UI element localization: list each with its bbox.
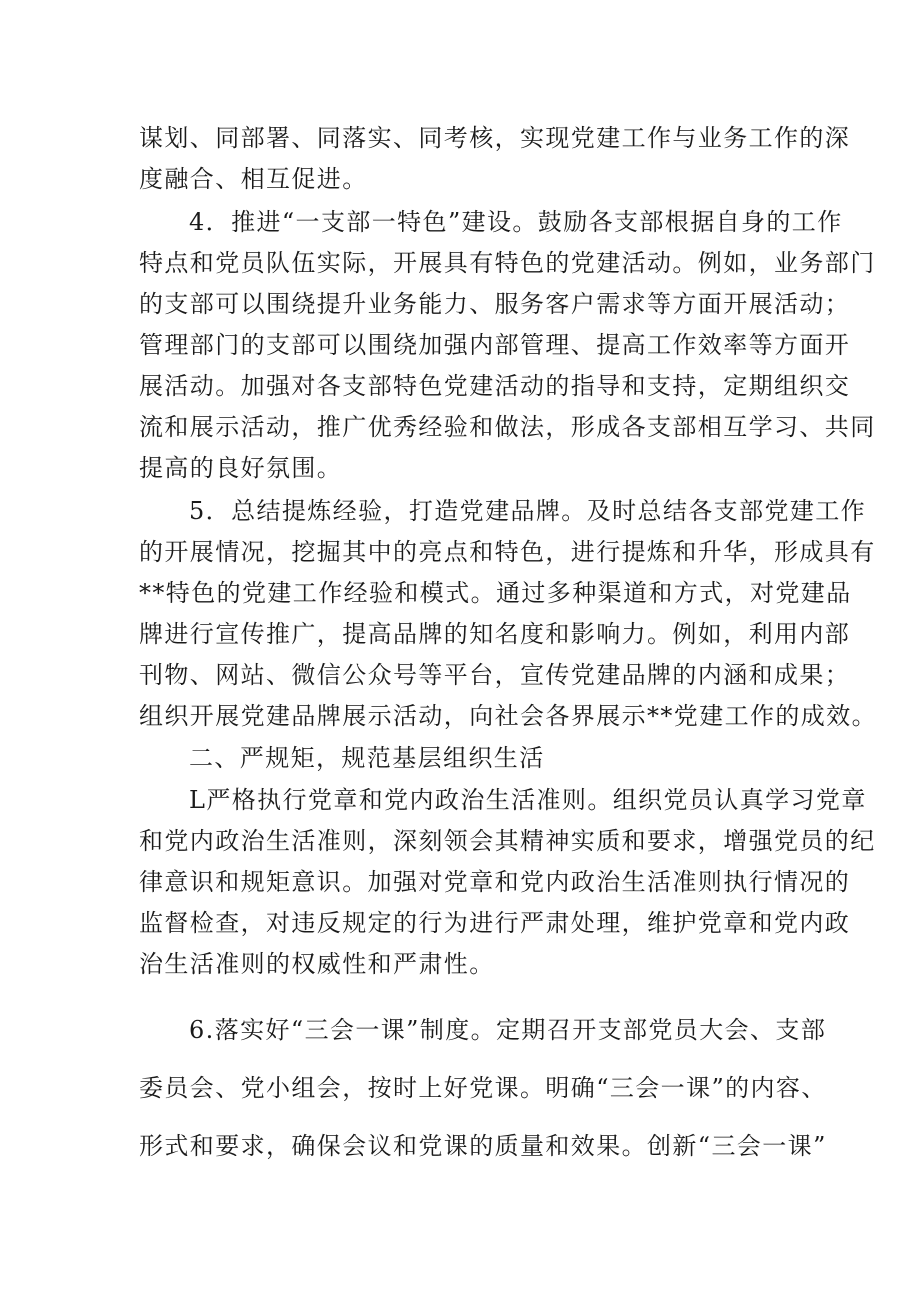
text-line: 特点和党员队伍实际，开展具有特色的党建活动。例如，业务部门: [139, 249, 876, 277]
text-line: 形式和要求，确保会议和党课的质量和效果。创新“三会一课”: [139, 1132, 827, 1160]
text-line: 度融合、相互促进。: [139, 165, 368, 193]
section-two-heading: 二、严规矩，规范基层组织生活: [189, 744, 545, 772]
text-line: 展活动。加强对各支部特色党建活动的指导和支持，定期组织交: [139, 372, 851, 400]
section-5-heading-line: 5．总结提炼经验，打造党建品牌。及时总结各支部党建工作: [189, 497, 867, 525]
text-line: 律意识和规矩意识。加强对党章和党内政治生活准则执行情况的: [139, 868, 851, 896]
text-line: 和党内政治生活准则，深刻领会其精神实质和要求，增强党员的纪: [139, 827, 876, 855]
section-4-heading-line: 4．推进“一支部一特色”建设。鼓励各支部根据自身的工作: [189, 208, 843, 236]
text-line: 刊物、网站、微信公众号等平台，宣传党建品牌的内涵和成果；: [139, 661, 851, 689]
text-line: 监督检查，对违反规定的行为进行严肃处理，维护党章和党内政: [139, 909, 851, 937]
text-line: 治生活准则的权威性和严肃性。: [139, 950, 495, 978]
text-line: 的开展情况，挖掘其中的亮点和特色，进行提炼和升华，形成具有: [139, 538, 876, 566]
text-line: 的支部可以围绕提升业务能力、服务客户需求等方面开展活动；: [139, 290, 851, 318]
text-line: 委员会、党小组会，按时上好党课。明确“三会一课”的内容、: [139, 1074, 827, 1102]
text-line: 谋划、同部署、同落实、同考核，实现党建工作与业务工作的深: [139, 124, 851, 152]
text-line: 组织开展党建品牌展示活动，向社会各界展示**党建工作的成效。: [139, 702, 877, 730]
text-line: L严格执行党章和党内政治生活准则。组织党员认真学习党章: [189, 786, 867, 814]
text-line: 流和展示活动，推广优秀经验和做法，形成各支部相互学习、共同: [139, 413, 876, 441]
text-line: **特色的党建工作经验和模式。通过多种渠道和方式，对党建品: [139, 579, 852, 607]
text-line: 管理部门的支部可以围绕加强内部管理、提高工作效率等方面开: [139, 331, 851, 359]
text-line: 提高的良好氛围。: [139, 454, 343, 482]
text-line: 牌进行宣传推广，提高品牌的知名度和影响力。例如，利用内部: [139, 620, 851, 648]
section-6-heading-line: 6.落实好“三会一课”制度。定期召开支部党员大会、支部: [189, 1016, 827, 1044]
